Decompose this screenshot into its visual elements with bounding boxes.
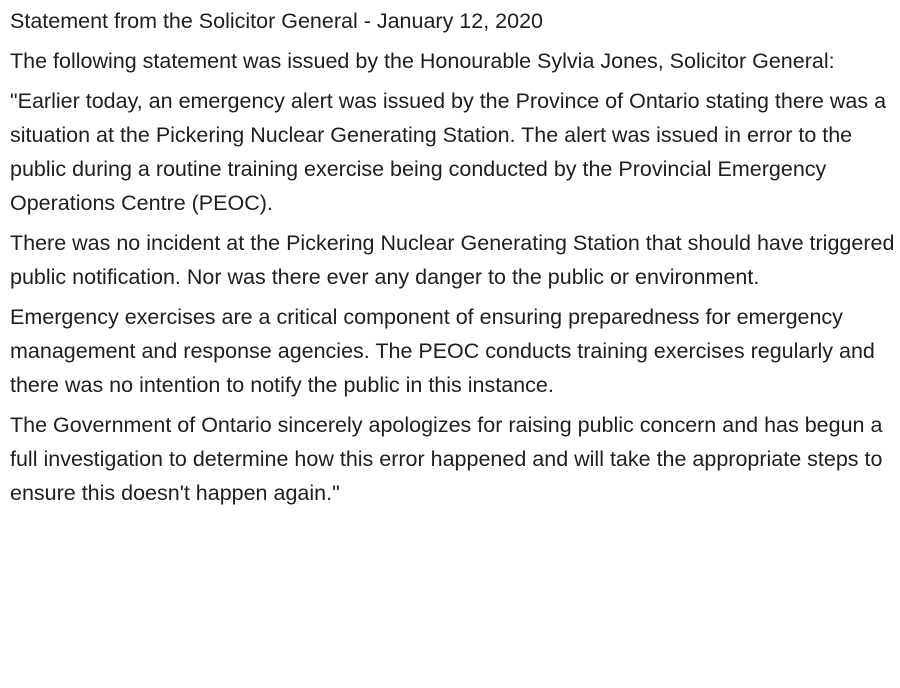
statement-intro: The following statement was issued by the Honourable Sylvia Jones, Solicitor General:: [10, 49, 835, 73]
statement-paragraph-1: "Earlier today, an emergency alert was issued by the Province of Ontario stating there was a situation at the Pickering Nuclear Generating Station. The alert was issued in error to the public during a routine training exercise being conducted by the Provincial Emergency Operations Centre (PEOC).: [10, 89, 887, 215]
statement-paragraph-3: Emergency exercises are a critical component of ensuring preparedness for emergency management and response agencies. The PEOC conducts training exercises regularly and there was no intention to notify the public in this instance.: [10, 305, 875, 397]
statement-post: [10, 4, 895, 516]
statement-paragraph-2: There was no incident at the Pickering Nuclear Generating Station that should have triggered public notification. Nor was there ever any danger to the public or environment.: [10, 231, 895, 289]
statement-paragraph-4: The Government of Ontario sincerely apologizes for raising public concern and has begun a full investigation to determine how this error happened and will take the appropriate steps to ensure this doesn't happen again.": [10, 413, 883, 505]
statement-title: Statement from the Solicitor General - January 12, 2020: [10, 9, 543, 33]
